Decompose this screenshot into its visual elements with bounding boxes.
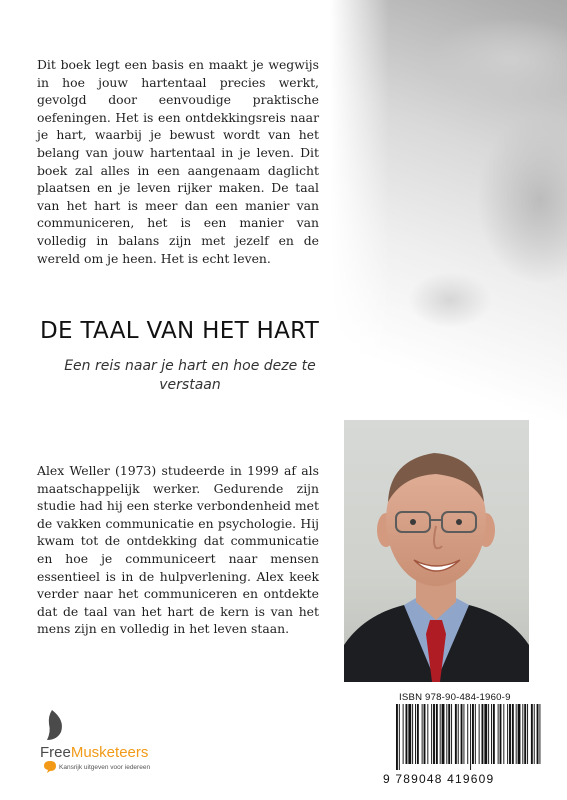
publisher-feather-icon — [39, 710, 65, 744]
barcode-bar — [531, 704, 533, 764]
barcode-bar — [534, 704, 535, 764]
barcode-bar — [507, 704, 508, 764]
barcode-bar — [498, 704, 499, 764]
barcode-digits: 9 789048 419609 — [383, 772, 495, 786]
barcode-bar — [537, 704, 539, 764]
barcode-bar — [527, 704, 528, 764]
barcode-bar — [433, 704, 435, 764]
book-subtitle: Een reis naar je hart en hoe deze te verstaan — [64, 358, 316, 393]
barcode-bar — [493, 704, 495, 764]
barcode — [394, 704, 542, 782]
barcode-bar — [415, 704, 416, 764]
barcode-bar — [539, 704, 540, 764]
barcode-bar — [422, 704, 423, 764]
barcode-bar — [491, 704, 492, 764]
barcode-bar — [467, 704, 468, 764]
barcode-bar — [399, 704, 400, 770]
book-title: DE TAAL VAN HET HART — [40, 318, 320, 344]
barcode-bar — [406, 704, 408, 764]
barcode-bar — [446, 704, 447, 764]
barcode-bar — [403, 704, 404, 764]
barcode-bar — [458, 704, 459, 764]
barcode-bar — [509, 704, 511, 764]
barcode-bar — [436, 704, 438, 764]
barcode-icon — [394, 704, 542, 770]
barcode-bar — [522, 704, 523, 764]
barcode-bar — [455, 704, 457, 764]
publisher-speech-bubble-icon — [43, 760, 57, 774]
barcode-bar — [408, 704, 411, 764]
isbn-label: ISBN 978-90-484-1960-9 — [399, 692, 511, 703]
barcode-bar — [516, 704, 517, 764]
barcode-bar — [503, 704, 504, 764]
barcode-bar — [442, 704, 445, 764]
barcode-bar — [475, 704, 476, 764]
barcode-bar — [500, 704, 502, 764]
barcode-bar — [470, 704, 471, 770]
barcode-bar — [427, 704, 428, 764]
barcode-bar — [482, 704, 484, 764]
barcode-bar — [448, 704, 450, 764]
barcode-bar — [488, 704, 489, 764]
publisher-name — [40, 744, 148, 761]
barcode-bar — [440, 704, 441, 764]
barcode-bar — [472, 704, 474, 764]
blurb-text: Dit boek legt een basis en maakt je wegwijs in hoe jouw hartentaal precies werkt, gevolgd door eenvoudige praktische oefeningen. Het is een ontdekkingsreis naar je hart, waarbij je bewust wordt van het belang van jouw hartentaal in je leven. Dit boek zal alles in een aangenaam daglicht plaatsen en je leven rijker maken. De taal van het hart is meer dan een manier van communiceren, het is een manier van volledig in balans zijn met jezelf en de wereld om je heen. Het is echt leven. — [37, 57, 319, 266]
barcode-bar — [396, 704, 398, 770]
barcode-bar — [461, 704, 463, 764]
barcode-bar — [484, 704, 487, 764]
barcode-bar — [518, 704, 521, 764]
barcode-bar — [463, 704, 464, 764]
publisher-tagline: Kansrijk uitgeven voor iedereen — [59, 764, 151, 771]
barcode-bar — [417, 704, 419, 764]
barcode-bar — [479, 704, 480, 764]
publisher-name-free: Free — [40, 744, 71, 761]
barcode-bar — [524, 704, 526, 764]
barcode-bar — [512, 704, 514, 764]
author-bio-text: Alex Weller (1973) studeerde in 1999 af als maatschappelijk werker. Gedurende zijn studie had hij een sterke verbondenheid met de vakken communicatie en psychologie. Hij kwam tot de ontdekking dat communicatie en hoe je communiceert naar mensen essentieel is in de hulpverlening. Alex keek verder naar het communiceren en ontdekte dat de taal van het hart de kern is van het mens zijn en volledig in het leven staan. — [37, 463, 319, 637]
pillow-background-photo — [330, 0, 567, 420]
barcode-bar — [412, 704, 413, 764]
barcode-bar — [431, 704, 432, 764]
author-photo — [344, 420, 529, 682]
publisher-logo — [37, 710, 187, 780]
barcode-bar — [451, 704, 452, 764]
barcode-bar — [424, 704, 426, 764]
publisher-name-musketeers: Musketeers — [70, 744, 149, 761]
author-portrait-icon — [344, 420, 529, 682]
